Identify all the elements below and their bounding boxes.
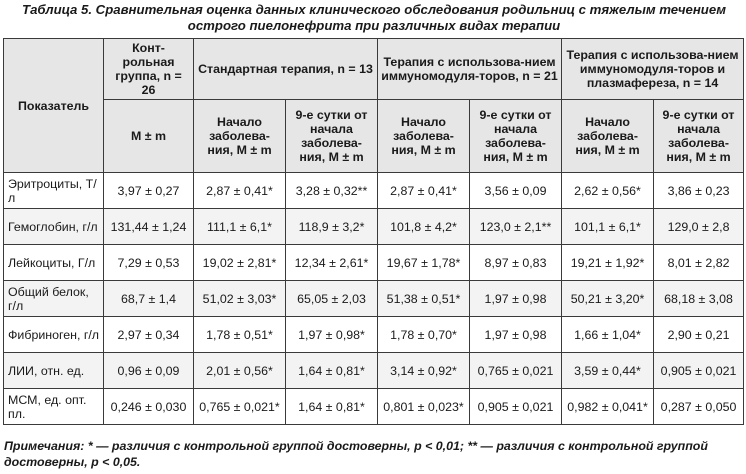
header-param: Показатель	[4, 39, 104, 173]
row-param: Гемоглобин, г/л	[4, 209, 104, 245]
table-cell: 8,01 ± 2,82	[654, 245, 744, 281]
table-cell: 1,78 ± 0,70*	[378, 317, 470, 353]
table-cell: 3,86 ± 0,23	[654, 173, 744, 209]
table-row	[4, 281, 744, 317]
table-cell: 68,18 ± 3,08	[654, 281, 744, 317]
table-cell: 51,38 ± 0,51*	[378, 281, 470, 317]
table-row	[4, 173, 744, 209]
table-cell: 1,97 ± 0,98	[470, 281, 562, 317]
caption-text: Сравнительная оценка данных клинического обследования родильниц с тяжелым течением острого пиелонефрита при различных видах терапии	[92, 2, 726, 33]
table-cell: 2,01 ± 0,56*	[194, 353, 286, 389]
row-param: Эритроциты, Т/л	[4, 173, 104, 209]
header-sub: M ± m	[104, 100, 194, 173]
table-cell: 2,62 ± 0,56*	[562, 173, 654, 209]
table-cell: 0,246 ± 0,030	[104, 389, 194, 425]
header-sub: 9-е сутки от начала заболева-ния, M ± m	[470, 100, 562, 173]
table-cell: 131,44 ± 1,24	[104, 209, 194, 245]
table-cell: 19,67 ± 1,78*	[378, 245, 470, 281]
table-cell: 1,64 ± 0,81*	[286, 353, 378, 389]
table-cell: 65,05 ± 2,03	[286, 281, 378, 317]
table-cell: 3,59 ± 0,44*	[562, 353, 654, 389]
table-cell: 1,66 ± 1,04*	[562, 317, 654, 353]
table-cell: 1,97 ± 0,98*	[286, 317, 378, 353]
row-param: ЛИИ, отн. ед.	[4, 353, 104, 389]
table-cell: 19,21 ± 1,92*	[562, 245, 654, 281]
table-cell: 2,90 ± 0,21	[654, 317, 744, 353]
table-cell: 129,0 ± 2,8	[654, 209, 744, 245]
table-cell: 111,1 ± 6,1*	[194, 209, 286, 245]
table-cell: 0,96 ± 0,09	[104, 353, 194, 389]
table-cell: 0,982 ± 0,041*	[562, 389, 654, 425]
table-cell: 101,8 ± 4,2*	[378, 209, 470, 245]
header-group-immuno: Терапия с использова-нием иммуномодуля-торов, n = 21	[378, 39, 562, 100]
table-row	[4, 389, 744, 425]
table-cell: 0,765 ± 0,021	[470, 353, 562, 389]
table-cell: 118,9 ± 3,2*	[286, 209, 378, 245]
header-row-groups	[4, 39, 744, 100]
caption-label: Таблица 5.	[22, 2, 93, 17]
table-cell: 0,801 ± 0,023*	[378, 389, 470, 425]
header-group-immuno-plasma: Терапия с использова-нием иммуномодуля-торов и плазмафереза, n = 14	[562, 39, 744, 100]
table-cell: 123,0 ± 2,1**	[470, 209, 562, 245]
table-row	[4, 209, 744, 245]
results-table	[3, 38, 744, 425]
row-param: Лейкоциты, Г/л	[4, 245, 104, 281]
table-cell: 68,7 ± 1,4	[104, 281, 194, 317]
table-caption	[6, 2, 742, 34]
table-row	[4, 353, 744, 389]
table-cell: 0,905 ± 0,021	[654, 353, 744, 389]
table-cell: 1,97 ± 0,98	[470, 317, 562, 353]
table-cell: 19,02 ± 2,81*	[194, 245, 286, 281]
table-cell: 101,1 ± 6,1*	[562, 209, 654, 245]
header-sub: Начало заболева-ния, M ± m	[378, 100, 470, 173]
table-cell: 0,287 ± 0,050	[654, 389, 744, 425]
row-param: Фибриноген, г/л	[4, 317, 104, 353]
table-cell: 3,56 ± 0,09	[470, 173, 562, 209]
table-cell: 2,87 ± 0,41*	[378, 173, 470, 209]
header-group-control: Конт-рольная группа, n = 26	[104, 39, 194, 100]
header-sub: Начало заболева-ния, M ± m	[562, 100, 654, 173]
header-sub: 9-е сутки от начала заболева-ния, M ± m	[286, 100, 378, 173]
header-group-standard: Стандартная терапия, n = 13	[194, 39, 378, 100]
table-note: Примечания: * — различия с контрольной группой достоверны, p < 0,01; ** — различия с контрольной группой достоверны, p < 0,05.	[4, 439, 708, 469]
table-cell: 0,765 ± 0,021*	[194, 389, 286, 425]
table-cell: 51,02 ± 3,03*	[194, 281, 286, 317]
header-row-sub	[4, 100, 744, 173]
table-cell: 12,34 ± 2,61*	[286, 245, 378, 281]
table-cell: 3,28 ± 0,32**	[286, 173, 378, 209]
table-cell: 1,78 ± 0,51*	[194, 317, 286, 353]
table-row	[4, 317, 744, 353]
table-cell: 50,21 ± 3,20*	[562, 281, 654, 317]
table-cell: 1,64 ± 0,81*	[286, 389, 378, 425]
table-cell: 8,97 ± 0,83	[470, 245, 562, 281]
table-cell: 7,29 ± 0,53	[104, 245, 194, 281]
table-cell: 0,905 ± 0,021	[470, 389, 562, 425]
header-sub: Начало заболева-ния, M ± m	[194, 100, 286, 173]
table-row	[4, 245, 744, 281]
row-param: МСМ, ед. опт. пл.	[4, 389, 104, 425]
header-sub: 9-е сутки от начала заболева-ния, M ± m	[654, 100, 744, 173]
table-cell: 2,87 ± 0,41*	[194, 173, 286, 209]
table-cell: 3,97 ± 0,27	[104, 173, 194, 209]
row-param: Общий белок, г/л	[4, 281, 104, 317]
table-cell: 2,97 ± 0,34	[104, 317, 194, 353]
table-cell: 3,14 ± 0,92*	[378, 353, 470, 389]
